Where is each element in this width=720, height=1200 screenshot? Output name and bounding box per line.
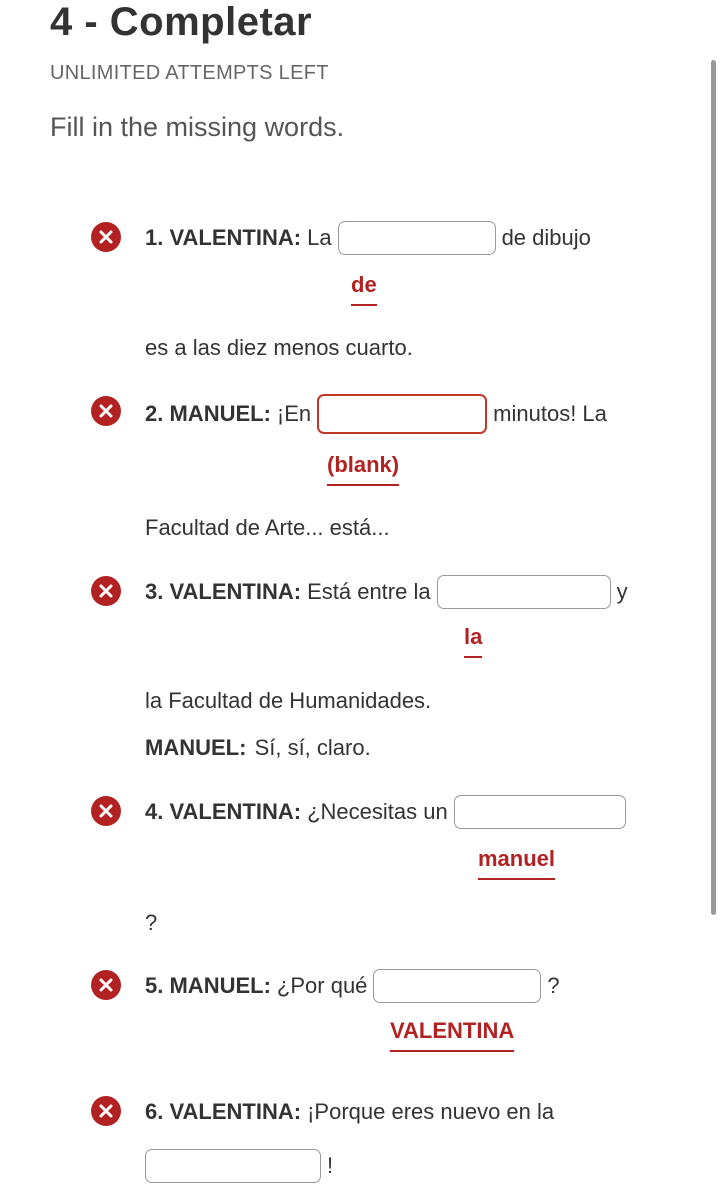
x-circle-icon xyxy=(91,576,121,606)
question-line xyxy=(145,218,591,258)
instructions: Fill in the missing words. xyxy=(50,112,345,142)
attempts-left: UNLIMITED ATTEMPTS LEFT xyxy=(50,62,329,84)
question-speaker: 6. VALENTINA: xyxy=(145,1099,302,1124)
x-circle-icon xyxy=(91,396,121,426)
correct-answer: (blank) xyxy=(327,452,399,486)
text-after: y xyxy=(616,579,628,604)
question-line xyxy=(145,392,607,436)
scrollbar[interactable] xyxy=(711,60,716,915)
answer-input-4[interactable] xyxy=(454,795,626,829)
text-before: ¡En xyxy=(276,401,312,426)
answer-input-2[interactable] xyxy=(317,394,487,434)
answer-input-1[interactable] xyxy=(338,221,496,255)
question-line xyxy=(145,792,632,832)
question-speaker: 2. MANUEL: xyxy=(145,401,271,426)
x-circle-icon xyxy=(91,970,121,1000)
question-speaker: 5. MANUEL: xyxy=(145,973,271,998)
question-continuation: ? xyxy=(145,910,158,935)
dialogue-text: Sí, sí, claro. xyxy=(254,735,371,760)
text-before: ¿Por qué xyxy=(276,973,368,998)
answer-input-6[interactable] xyxy=(145,1149,321,1183)
dialogue-speaker: MANUEL: xyxy=(145,735,247,760)
question-line xyxy=(145,1092,554,1132)
text-after: de dibujo xyxy=(501,225,591,250)
page-title: 4 - Completar xyxy=(50,0,313,44)
question-continuation: la Facultad de Humanidades. xyxy=(145,688,432,713)
question-line xyxy=(145,966,560,1006)
text-before: Está entre la xyxy=(307,579,431,604)
dialogue-line xyxy=(145,735,371,761)
question-speaker: 3. VALENTINA: xyxy=(145,579,302,604)
question-speaker: 1. VALENTINA: xyxy=(145,225,302,250)
correct-answer: VALENTINA xyxy=(390,1018,514,1052)
question-continuation: Facultad de Arte... está... xyxy=(145,515,390,540)
text-after: ! xyxy=(327,1153,334,1178)
x-circle-icon xyxy=(91,222,121,252)
question-line-wrap xyxy=(145,1146,333,1186)
answer-input-5[interactable] xyxy=(373,969,541,1003)
correct-answer: de xyxy=(351,272,377,306)
text-before: ¿Necesitas un xyxy=(307,799,448,824)
text-after: ? xyxy=(547,973,560,998)
correct-answer: manuel xyxy=(478,846,555,880)
correct-answer: la xyxy=(464,624,482,658)
text-before: La xyxy=(307,225,332,250)
x-circle-icon xyxy=(91,1096,121,1126)
question-line xyxy=(145,572,628,612)
text-after: minutos! La xyxy=(493,401,607,426)
answer-input-3[interactable] xyxy=(437,575,611,609)
text-before: ¡Porque eres nuevo en la xyxy=(307,1099,555,1124)
question-speaker: 4. VALENTINA: xyxy=(145,799,302,824)
x-circle-icon xyxy=(91,796,121,826)
question-continuation: es a las diez menos cuarto. xyxy=(145,335,413,360)
